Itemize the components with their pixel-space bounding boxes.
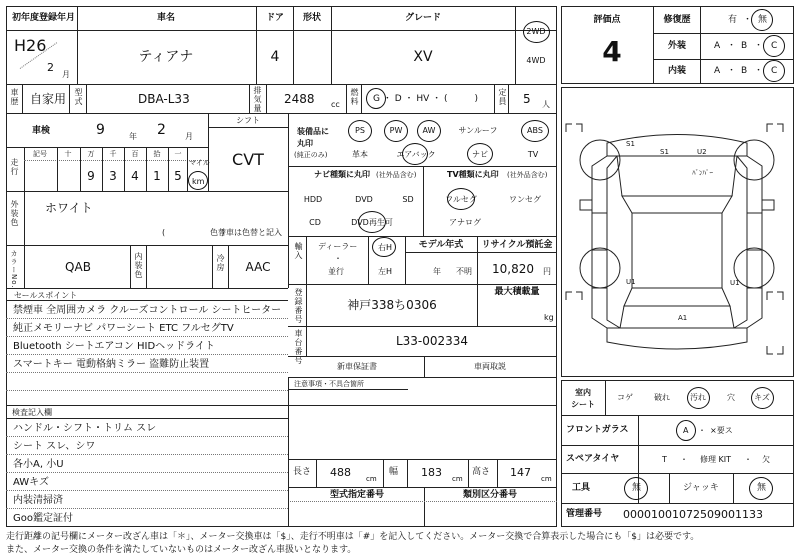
equipment-ps: PS — [355, 126, 365, 135]
mileage-digit-4: 5 — [174, 169, 182, 183]
navi-dvd-playback: DVD再生可 — [351, 218, 393, 227]
interior-sheet-stain: 汚れ — [690, 393, 706, 402]
capacity-value: 5 — [523, 92, 531, 106]
inspection-year: 9 — [96, 122, 105, 138]
inspection-year-unit: 年 — [129, 132, 137, 141]
tools-value: 無 — [632, 483, 642, 493]
model-year-label: モデル年式 — [418, 240, 464, 250]
exterior-grade-label: 外装 — [667, 41, 687, 51]
front-glass-dot: ・ — [698, 426, 706, 435]
new-car-warranty: 新車保証書 — [337, 362, 377, 371]
mileage-unit-mile: マイル — [189, 159, 210, 167]
inspector-title: 検査記入欄 — [12, 408, 52, 417]
recycle-value: 10,820 — [492, 262, 534, 276]
height-value: 147 — [510, 466, 531, 479]
footer-note-1: 走行距離の記号欄にメーター改ざん車は「＊」、メーター交換車は「$」、走行不明車は「#」を記入してください。メーター交換で合算表示した場合にも「$」は必要です。 — [6, 532, 700, 542]
jack-label: ジャッキ — [683, 483, 719, 493]
usage-value: 自家用 — [30, 92, 67, 106]
jack-value: 無 — [757, 483, 767, 493]
tv-analog: アナログ — [449, 218, 481, 227]
color-value: ホワイト — [45, 201, 93, 215]
interior-sheet-label-2: シート — [571, 400, 595, 409]
navi-hdd: HDD — [303, 195, 323, 204]
equipment-pw-circle — [384, 120, 408, 142]
mileage-header-5: 一 — [174, 150, 182, 158]
front-glass-a-circle — [676, 420, 696, 441]
repair-no: 無 — [758, 15, 768, 25]
score-value: 4 — [602, 35, 622, 68]
equipment-abs: ABS — [527, 126, 543, 135]
repair-history-label: 修復歴 — [663, 15, 691, 25]
exterior-grade-c-circle — [763, 35, 785, 57]
equipment-navi: ナビ — [472, 150, 488, 159]
displacement-unit: cc — [331, 100, 340, 109]
exterior-grade-c: C — [771, 41, 778, 51]
sales-points-title: セールスポイント — [14, 291, 78, 300]
diagram-label-u1-right: U1 — [730, 279, 740, 287]
mileage-symbol-note: 記号 — [33, 150, 47, 158]
equipment-navi-circle — [467, 143, 493, 165]
interior-sheet-label-1: 室内 — [575, 388, 591, 397]
equipment-sunroof: サンルーフ — [458, 126, 498, 135]
shift-value: CVT — [232, 150, 264, 169]
spare-tire-dot-1: ・ — [680, 455, 688, 464]
fuel-label: 燃料 — [350, 88, 359, 106]
capacity-unit: 人 — [542, 100, 550, 109]
registration-value: 神戸338ち0306 — [347, 298, 437, 312]
door-count: 4 — [270, 49, 280, 65]
navi-title-note: (社外品含む) — [376, 171, 417, 179]
sales-point-line-1: 禁煙車 全周囲カメラ クルーズコントロール シートヒーター — [13, 305, 282, 316]
equipment-label-3: (純正のみ) — [294, 151, 328, 159]
spare-tire-kit: 修理 KIT — [700, 455, 732, 464]
notes-title: 注意事項・不具合箇所 — [294, 380, 364, 388]
front-glass-label: フロントガラス — [566, 425, 629, 435]
interior-grade-c-circle — [763, 60, 785, 82]
import-label: 輸入 — [294, 242, 303, 260]
car-name-label: 車名 — [156, 13, 176, 23]
tv-oneseg: ワンセグ — [509, 195, 541, 204]
width-unit: cm — [452, 475, 463, 483]
interior-sheet-scratch: キズ — [754, 393, 770, 402]
width-label: 幅 — [389, 467, 399, 477]
import-right-hand-circle — [372, 237, 396, 257]
mileage-unit-km: km — [192, 177, 205, 186]
recycle-unit: 円 — [543, 267, 551, 276]
tv-fullseg-circle — [447, 188, 475, 210]
tools-none-circle — [624, 477, 648, 500]
grade-label: グレード — [404, 13, 442, 23]
fuel-gasoline-circle — [366, 88, 386, 109]
diagram-label-u1-left: U1 — [626, 278, 636, 286]
diagram-label-s1-left: S1 — [626, 140, 635, 148]
exterior-grade-dot-1: ・ — [727, 41, 737, 51]
first-reg-label: 初年度登録年月 — [12, 13, 76, 23]
inspection-month-unit: 月 — [185, 132, 193, 141]
length-unit: cm — [366, 475, 377, 483]
interior-sheet-tear: 破れ — [654, 393, 670, 402]
equipment-aw-circle — [417, 120, 441, 142]
inspector-line-1: ハンドル・シフト・トリム スレ — [13, 423, 157, 434]
navi-title: ナビ種類に丸印 — [314, 170, 370, 179]
displacement-value: 2488 — [284, 92, 315, 106]
inspection-month: 2 — [157, 122, 166, 138]
navi-cd: CD — [309, 218, 321, 227]
max-load-label: 最大積載量 — [494, 287, 540, 297]
model-value: DBA-L33 — [138, 92, 190, 106]
type-designation-label: 型式指定番号 — [329, 490, 385, 500]
height-unit: cm — [541, 475, 552, 483]
management-number-value: 00001001072509001133 — [623, 508, 763, 521]
mileage-digit-3: 1 — [153, 169, 161, 183]
equipment-aw: AW — [422, 126, 436, 135]
navi-dvd-playback-circle — [358, 211, 386, 233]
usage-label: 車歴 — [10, 88, 19, 106]
color-no-label: カラーNo. — [10, 250, 18, 289]
interior-grade-dot-2: ・ — [754, 66, 764, 76]
inspector-line-2: シート スレ、シワ — [13, 441, 96, 452]
drive-4wd: 4WD — [526, 56, 546, 65]
first-reg-month-unit: 月 — [62, 70, 70, 79]
drive-2wd: 2WD — [526, 27, 546, 36]
interior-sheet-scratch-circle — [751, 387, 774, 409]
mileage-header-3: 百 — [131, 150, 139, 158]
sales-point-line-3: Bluetooth シートエアコン HIDヘッドライト — [13, 341, 215, 352]
displacement-label: 排気量 — [253, 86, 262, 113]
equipment-label-2: 丸印 — [297, 139, 313, 148]
repair-no-circle — [751, 9, 773, 31]
first-reg-month: 2 — [47, 61, 54, 74]
shape-label: 形状 — [302, 13, 322, 23]
tools-label: 工具 — [572, 483, 591, 493]
height-label: 高さ — [472, 467, 491, 477]
mileage-km-circle — [188, 171, 208, 190]
inspection-label: 車検 — [32, 126, 51, 136]
mileage-header-0: 十 — [64, 150, 72, 158]
interior-sheet-stain-circle — [687, 387, 710, 409]
color-label: 外装色 — [10, 200, 19, 227]
score-label: 評価点 — [593, 15, 621, 25]
navi-dvd: DVD — [355, 195, 373, 204]
jack-none-circle — [749, 477, 773, 500]
owner-manual: 車両取説 — [474, 362, 506, 371]
tv-title: TV種類に丸印 — [447, 170, 499, 179]
management-number-label: 管理番号 — [566, 509, 603, 519]
repair-sep: ・ — [743, 15, 753, 25]
import-left-hand: 左H — [378, 267, 393, 276]
exterior-grade-b: B — [741, 41, 748, 51]
spare-tire-none: 欠 — [762, 455, 770, 464]
mileage-label: 走行 — [10, 158, 19, 176]
interior-grade-dot-1: ・ — [727, 66, 737, 76]
equipment-abs-circle — [521, 120, 549, 142]
exterior-grade-a: A — [714, 41, 721, 51]
mileage-header-4: 拾 — [153, 150, 161, 158]
equipment-pw: PW — [389, 126, 403, 135]
model-label: 型式 — [74, 88, 83, 106]
tv-title-note: (社外品含む) — [507, 171, 548, 179]
car-name: ティアナ — [138, 49, 194, 65]
interior-sheet-hole: 穴 — [727, 393, 735, 402]
interior-color-label: 内装色 — [134, 252, 143, 279]
color-no-value: QAB — [65, 260, 91, 274]
import-parallel: 並行 — [328, 267, 344, 276]
interior-grade-c: C — [771, 66, 778, 76]
diagram-label-s1-roof: S1 — [660, 148, 669, 156]
diagram-label-u2: U2 — [697, 148, 707, 156]
equipment-ps-circle — [348, 120, 372, 142]
class-number-label: 類別区分番号 — [462, 490, 518, 500]
spare-tire-label: スペアタイヤ — [566, 454, 620, 464]
mileage-digit-0: 9 — [87, 169, 95, 183]
sales-point-line-4: スマートキー 電動格納ミラー 盗難防止装置 — [13, 359, 210, 370]
inspector-line-3: 各小A, 小U — [13, 459, 64, 470]
mileage-header-1: 万 — [87, 150, 95, 158]
drive-2wd-circle — [523, 21, 550, 43]
interior-grade-label: 内装 — [667, 66, 687, 76]
fuel-options: G ・ D ・ HV ・ ( ) — [373, 94, 479, 104]
chassis-value: L33-002334 — [395, 334, 469, 348]
interior-grade-a: A — [714, 66, 721, 76]
registration-label: 登録番号 — [294, 288, 303, 324]
recycle-label: リサイクル預託金 — [481, 240, 553, 250]
spare-tire-t: T — [662, 455, 667, 464]
model-year-unit: 年 — [433, 267, 441, 276]
import-dot: ・ — [334, 254, 342, 263]
inspector-line-4: AWキズ — [13, 477, 49, 488]
length-label: 長さ — [293, 467, 312, 477]
diagram-label-bumper: ﾊﾞﾝﾊﾟｰ — [692, 169, 713, 177]
navi-sd: SD — [402, 195, 414, 204]
import-right-hand: 右H — [378, 243, 393, 252]
tv-fullseg: フルセグ — [445, 195, 477, 204]
inspector-line-6: Goo鑑定証付 — [13, 513, 73, 524]
inspector-line-5: 内装清掃済 — [13, 495, 63, 506]
ac-value: AAC — [245, 260, 271, 274]
exterior-grade-dot-2: ・ — [754, 41, 764, 51]
interior-sheet-burn: コゲ — [617, 393, 633, 402]
color-note-paren: ( ) — [162, 228, 225, 237]
mileage-digit-2: 4 — [131, 169, 139, 183]
first-reg-era-year: H26 — [14, 36, 47, 55]
spare-tire-dot-2: ・ — [744, 455, 752, 464]
grade-value: XV — [413, 49, 433, 65]
max-load-unit: kg — [544, 313, 554, 322]
repair-yes: 有 — [728, 15, 738, 25]
ac-label: 冷房 — [216, 254, 225, 272]
length-value: 488 — [330, 466, 351, 479]
car-damage-diagram — [562, 88, 793, 376]
model-year-unknown: 不明 — [456, 267, 472, 276]
width-value: 183 — [421, 466, 442, 479]
equipment-airbag: エアバック — [396, 150, 436, 159]
mileage-digit-1: 3 — [109, 169, 117, 183]
mileage-header-2: 千 — [109, 150, 117, 158]
diagram-label-a1: A1 — [678, 314, 688, 322]
door-label: ドア — [266, 13, 284, 23]
front-glass-a: A — [683, 426, 689, 435]
interior-grade-b: B — [741, 66, 748, 76]
equipment-tv: TV — [527, 150, 539, 159]
color-note: 色替車は色替と記入 — [210, 228, 282, 237]
sales-point-line-2: 純正メモリーナビ パワーシート ETC フルセグTV — [13, 323, 234, 334]
footer-note-2: また、メーター交換の条件を満たしていないものはメーター改ざん車扱いとなります。 — [6, 545, 357, 555]
equipment-label-1: 装備品に — [297, 127, 329, 136]
equipment-leather: 革本 — [352, 150, 368, 159]
import-dealer: ディーラー — [318, 242, 358, 251]
capacity-label: 定員 — [498, 88, 507, 106]
shift-label: シフト — [236, 116, 260, 125]
front-glass-replace: ×要ス — [710, 426, 733, 435]
chassis-label: 車台番号 — [294, 329, 303, 365]
equipment-airbag-circle — [402, 143, 428, 165]
